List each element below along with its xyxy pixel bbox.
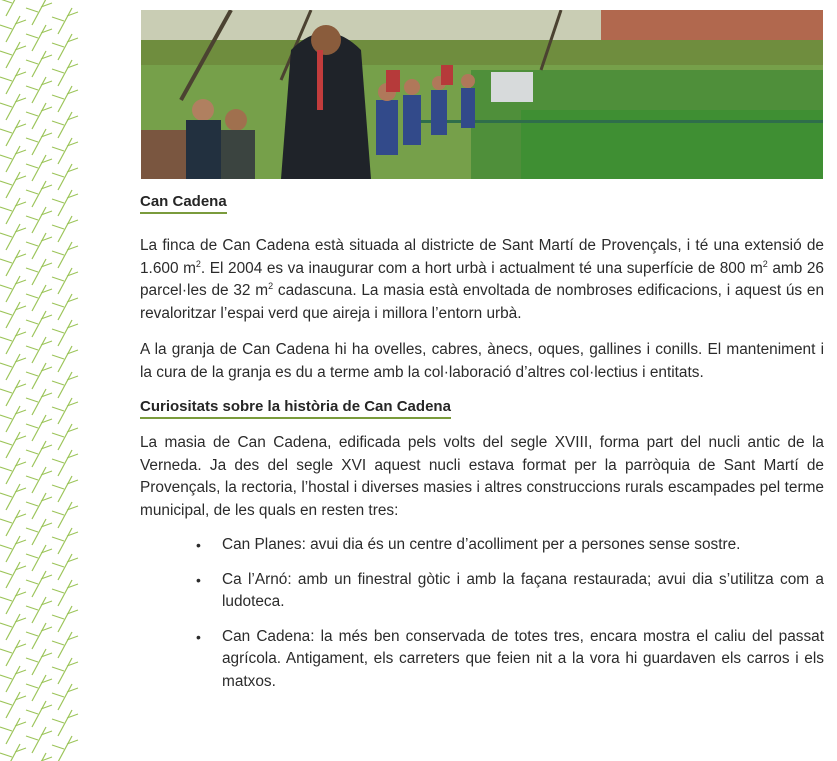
history-paragraph: La masia de Can Cadena, edificada pels volts del segle XVIII, forma part del nucli antic de la Verneda. Ja des del segle XVI aquest nucli estava format per la parròquia de Sant Martí de Provençals, la rectoria, l’hostal i diverses masies i altres construccions rurals escampades pel terme municipal, de les quals en resten tres:: [140, 434, 824, 519]
grass-pattern-decoration: [0, 0, 80, 761]
bullet-icon: •: [196, 571, 201, 588]
section-heading-history: Curiositats sobre la història de Can Cadena: [140, 397, 451, 419]
article-content: [140, 192, 824, 693]
bullet-icon: •: [196, 537, 201, 553]
garden-photo: [141, 10, 823, 179]
list-item: • Can Planes: avui dia és un centre d’acolliment per a persones sense sostre.: [140, 534, 824, 557]
masies-list: [140, 534, 824, 693]
intro-paragraph: La finca de Can Cadena està situada al districte de Sant Martí de Provençals, i té una extensió de 1.600 $m^2$. El 2004 es va inaugurar com a hort urbà i actualment té una superfície de 800 $m^2$ amb 26 parcel·les de 32 $m^2$ cadascuna. La masia està envoltada de nombroses edificacions, i aquest ús en revaloritzar l’espai verd que aireja i millora l’entorn urbà.: [140, 237, 825, 322]
bullet-icon: •: [196, 628, 201, 645]
list-item: • Ca l’Arnó: amb un finestral gòtic i amb la façana restaurada; avui dia s’utilitza com a ludoteca.: [196, 570, 824, 610]
farm-paragraph: A la granja de Can Cadena hi ha ovelles, cabres, ànecs, oques, gallines i conills. El manteniment i la cura de la granja es du a terme amb la col·laboració d’altres col·lectius i entitats.: [140, 341, 824, 381]
list-item: • Can Cadena: la més ben conservada de totes tres, encara mostra el caliu del passat agrícola. Antigament, els carreters que feien nit a la vora hi guardaven els carros i els matxos.: [196, 627, 824, 690]
section-heading-can-cadena: Can Cadena: [140, 192, 227, 214]
